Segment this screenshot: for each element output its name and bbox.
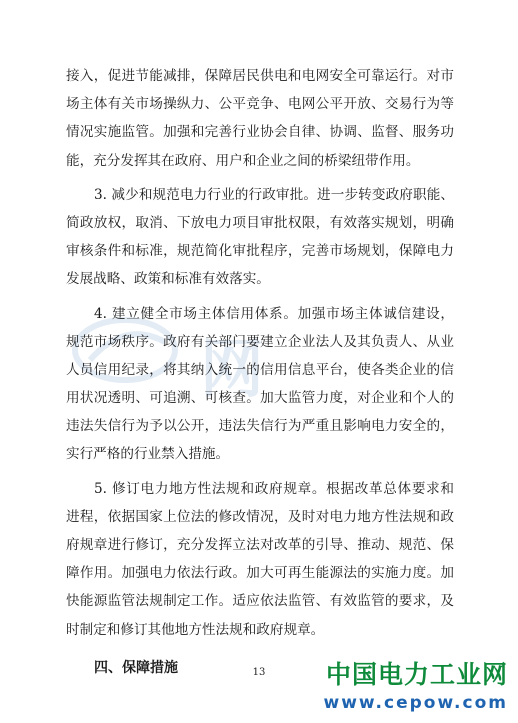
paragraph [66,62,454,175]
text-line: 情况实施监管。加强和完善行业协会自律、协调、监督、服务功 [66,124,454,141]
text-line: 能，充分发挥其在政府、用户和企业之间的桥梁纽带作用。 [66,152,420,169]
text-line: 发展战略、政策和标准有效落实。 [66,271,270,288]
text-line: 实行严格的行业禁入措施。 [66,446,230,463]
text-line: 审核条件和标准，规范简化审批程序，完善市场规划，保障电力 [66,243,454,260]
text-line: 规范市场秩序。政府有关部门要建立企业法人及其负责人、从业 [66,333,454,350]
text-line: 进程，依据国家上位法的修改情况，及时对电力地方性法规和政 [66,508,454,525]
brand-name: 中国电力工业网 [325,660,508,689]
page-number: 13 [252,667,266,678]
text-line: 4. 建立健全市场主体信用体系。加强市场主体诚信建设， [94,305,454,322]
section-heading: 四、保障措施 [94,659,178,676]
paragraph [66,475,454,644]
brand-url[interactable]: www.cepow.com [323,693,508,713]
site-brand [324,655,509,713]
text-line: 府规章进行修订，充分发挥立法对改革的引导、推动、规范、保 [66,537,454,553]
paragraph [66,300,454,469]
text-line: 人员信用纪录，将其纳入统一的信用信息平台，使各类企业的信 [66,361,454,378]
text-line: 障作用。加强电力依法行政。加大可再生能源法的实施力度。加 [66,565,454,582]
text-line: 用状况透明、可追溯、可核查。加大监管力度，对企业和个人的 [66,390,454,407]
text-line: 接入，促进节能减排，保障居民供电和电网安全可靠运行。对市 [66,68,454,84]
document-body [66,62,454,682]
text-line: 场主体有关市场操纵力、公平竞争、电网公平开放、交易行为等 [66,96,454,113]
text-line: 违法失信行为予以公开，违法失信行为严重且影响电力安全的， [66,418,454,435]
paragraph [66,181,454,294]
text-line: 时制定和修订其他地方性法规和政府规章。 [66,621,325,638]
text-line: 简政放权，取消、下放电力项目审批权限，有效落实规划，明确 [66,214,454,231]
watermark-text: 网 [200,333,268,407]
text-line: 3. 减少和规范电力行业的行政审批。进一步转变政府职能、 [94,186,454,203]
text-line: 快能源监管法规制定工作。适应依法监管、有效监管的要求，及 [66,593,454,610]
text-line: 5. 修订电力地方性法规和政府规章。根据改革总体要求和 [94,480,454,497]
